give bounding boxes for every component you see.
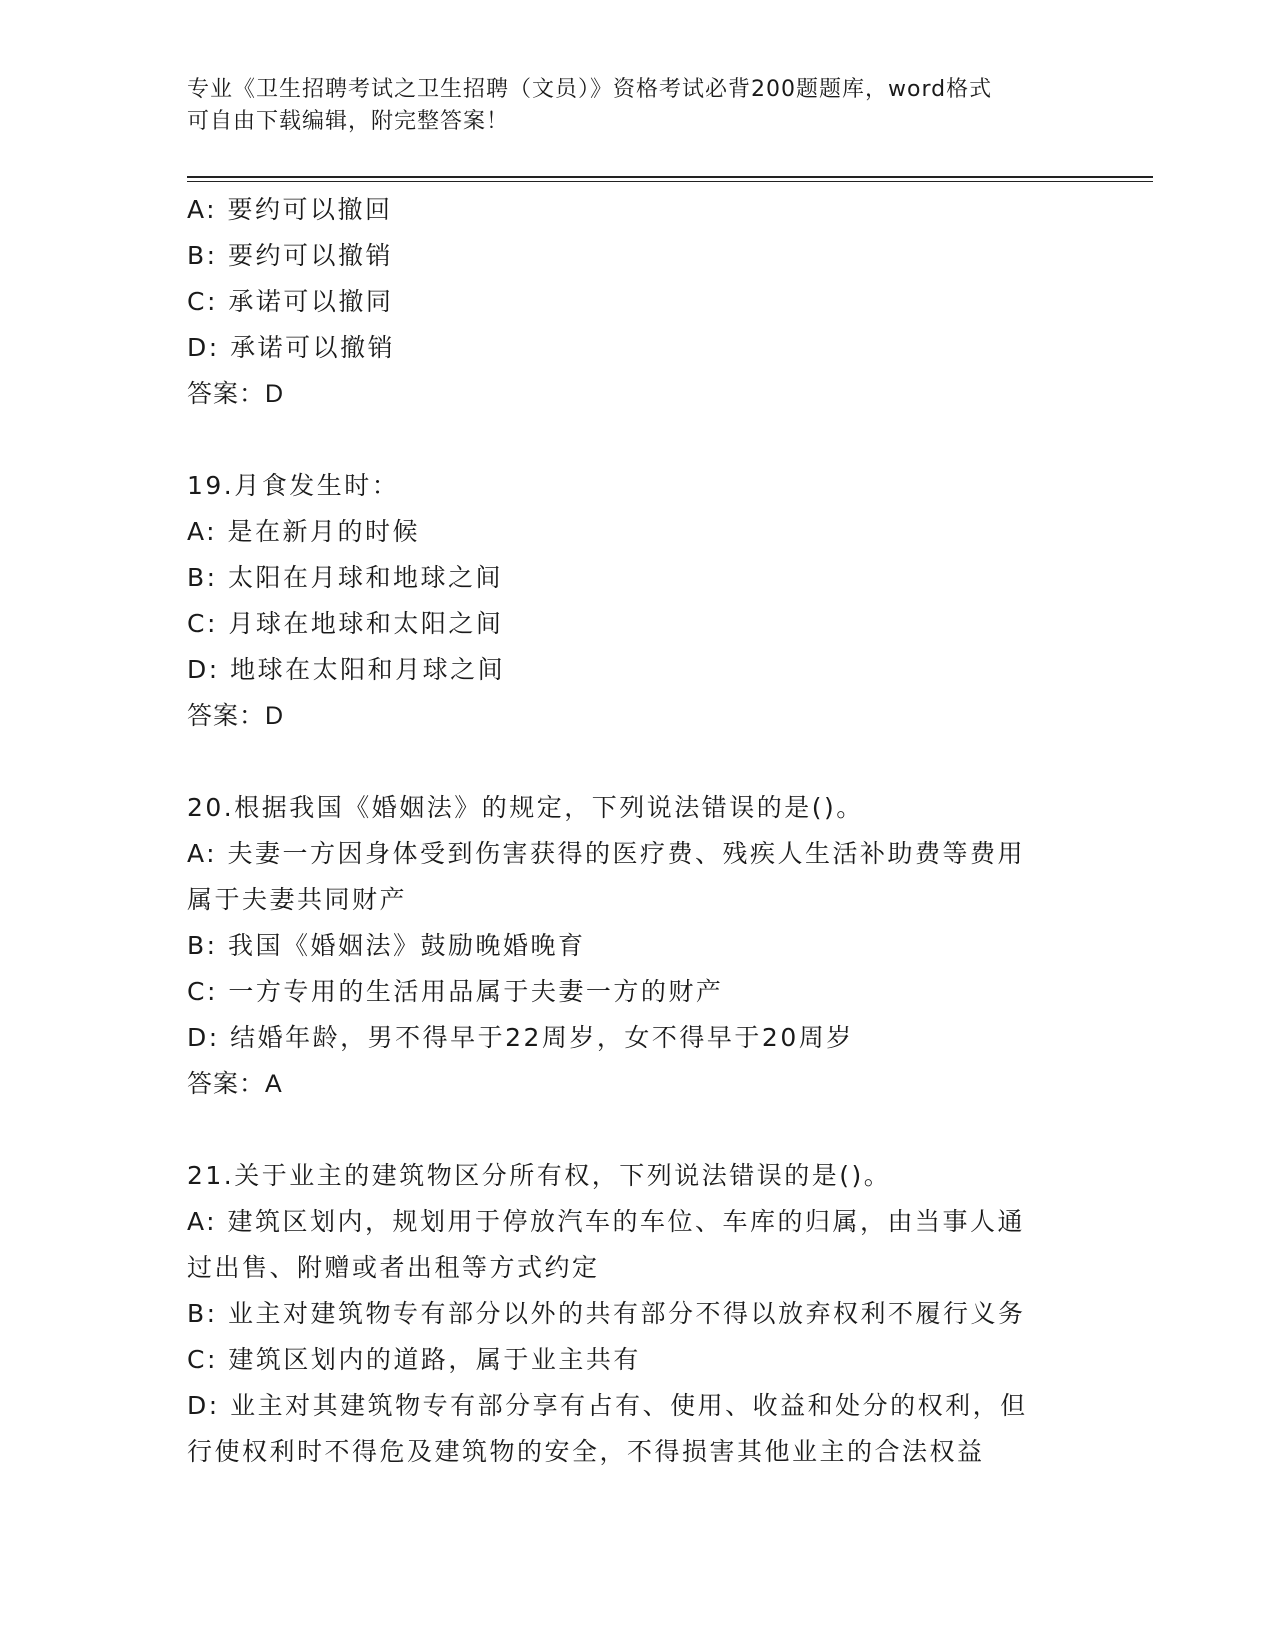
option-d: D: 承诺可以撤销 [187, 333, 396, 362]
option-c: C: 承诺可以撤同 [187, 287, 394, 316]
option-a: A: 夫妻一方因身体受到伤害获得的医疗费、残疾人生活补助费等费用 [187, 839, 1026, 868]
option-a: A: 要约可以撤回 [187, 195, 393, 224]
spacer [187, 417, 1087, 463]
question-stem: 20.根据我国《婚姻法》的规定，下列说法错误的是()。 [187, 793, 864, 822]
option-c: C: 一方专用的生活用品属于夫妻一方的财产 [187, 977, 724, 1006]
header-line-2: 可自由下载编辑，附完整答案！ [187, 109, 510, 134]
option-b: B: 业主对建筑物专有部分以外的共有部分不得以放弃权利不履行义务 [187, 1299, 1026, 1328]
option-a: A: 建筑区划内，规划用于停放汽车的车位、车库的归属，由当事人通 [187, 1207, 1026, 1236]
option-a-continued: 属于夫妻共同财产 [187, 885, 408, 914]
question-stem: 19.月食发生时： [187, 471, 400, 500]
question-21 [187, 1153, 1087, 1475]
answer-line: 答案：D [187, 380, 285, 408]
document-header [187, 74, 1067, 138]
option-d-continued: 行使权利时不得危及建筑物的安全，不得损害其他业主的合法权益 [187, 1437, 985, 1466]
header-rule-thin [187, 181, 1153, 182]
option-d: D: 结婚年龄，男不得早于22周岁，女不得早于20周岁 [187, 1023, 854, 1052]
option-c: C: 月球在地球和太阳之间 [187, 609, 504, 638]
option-b: B: 我国《婚姻法》鼓励晚婚晚育 [187, 931, 586, 960]
option-b: B: 太阳在月球和地球之间 [187, 563, 504, 592]
option-c: C: 建筑区划内的道路，属于业主共有 [187, 1345, 641, 1374]
answer-line: 答案：A [187, 1070, 283, 1098]
question-list [187, 187, 1087, 1475]
option-a: A: 是在新月的时候 [187, 517, 421, 546]
option-d: D: 业主对其建筑物专有部分享有占有、使用、收益和处分的权利，但 [187, 1391, 1028, 1420]
question-stem: 21.关于业主的建筑物区分所有权，下列说法错误的是()。 [187, 1161, 892, 1190]
header-rule-thick [187, 176, 1153, 178]
spacer [187, 739, 1087, 785]
spacer [187, 1107, 1087, 1153]
question-20 [187, 785, 1087, 1107]
answer-line: 答案：D [187, 702, 285, 730]
option-d: D: 地球在太阳和月球之间 [187, 655, 506, 684]
option-a-continued: 过出售、附赠或者出租等方式约定 [187, 1253, 600, 1282]
header-line-1: 专业《卫生招聘考试之卫生招聘（文员）》资格考试必背200题题库，word格式 [187, 77, 993, 102]
question-19 [187, 463, 1087, 739]
option-b: B: 要约可以撤销 [187, 241, 394, 270]
question-18 [187, 187, 1087, 417]
